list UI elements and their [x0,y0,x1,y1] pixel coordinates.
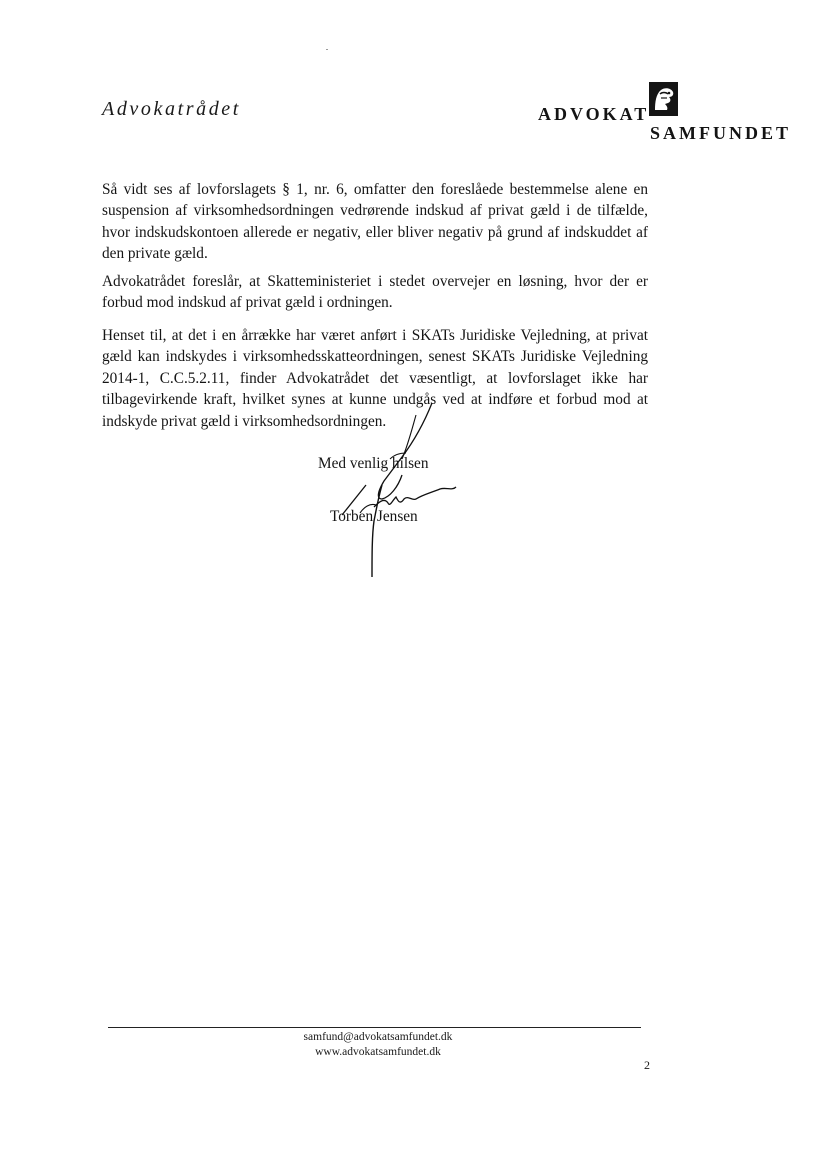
knight-helmet-icon [649,82,678,116]
letter-paragraph-3: Henset til, at det i en årrække har været anført i SKATs Juridiske Vejledning, at privat gæld kan indskydes i virksomhedsskatteordningen, senest SKATs Juridiske Vejledning 2014-1, C.C.5.2.11, finder Advokatrådet det væsentligt, at lovforslaget ikke har tilbagevirkende kraft, hvilket synes at kunne undgås ved at indføre et forbud mod at indskyde privat gæld i virksomhedsordningen. [102,327,648,430]
logo-word-advokat: ADVOKAT [538,104,650,124]
page-number: 2 [644,1058,650,1072]
handwritten-signature [320,395,470,585]
organization-logo [536,82,796,144]
footer-email[interactable]: samfund@advokatsamfundet.dk [303,1031,453,1043]
letter-paragraph-2: Advokatrådet foreslår, at Skatteministeriet i stedet overvejer en løsning, hvor der er forbud mod indskud af privat gæld i ordningen. [102,273,648,312]
closing-salutation: Med venlig hilsen [318,455,429,472]
footer-website[interactable]: www.advokatsamfundet.dk [315,1046,441,1058]
footer-divider [108,1027,641,1028]
header-title: Advokatrådet [102,98,241,120]
letter-paragraph-1: Så vidt ses af lovforslagets § 1, nr. 6, omfatter den foreslåede bestemmelse alene en suspension af virksomhedsordningen vedrørende indskud af privat gæld i de tilfælde, hvor indskudskontoen allerede er negativ, eller bliver negativ på grund af indskuddet af den private gæld. [102,181,648,263]
logo-word-samfundet: SAMFUNDET [650,123,792,143]
scan-speck [326,49,328,50]
signer-name: Torben Jensen [330,508,418,525]
